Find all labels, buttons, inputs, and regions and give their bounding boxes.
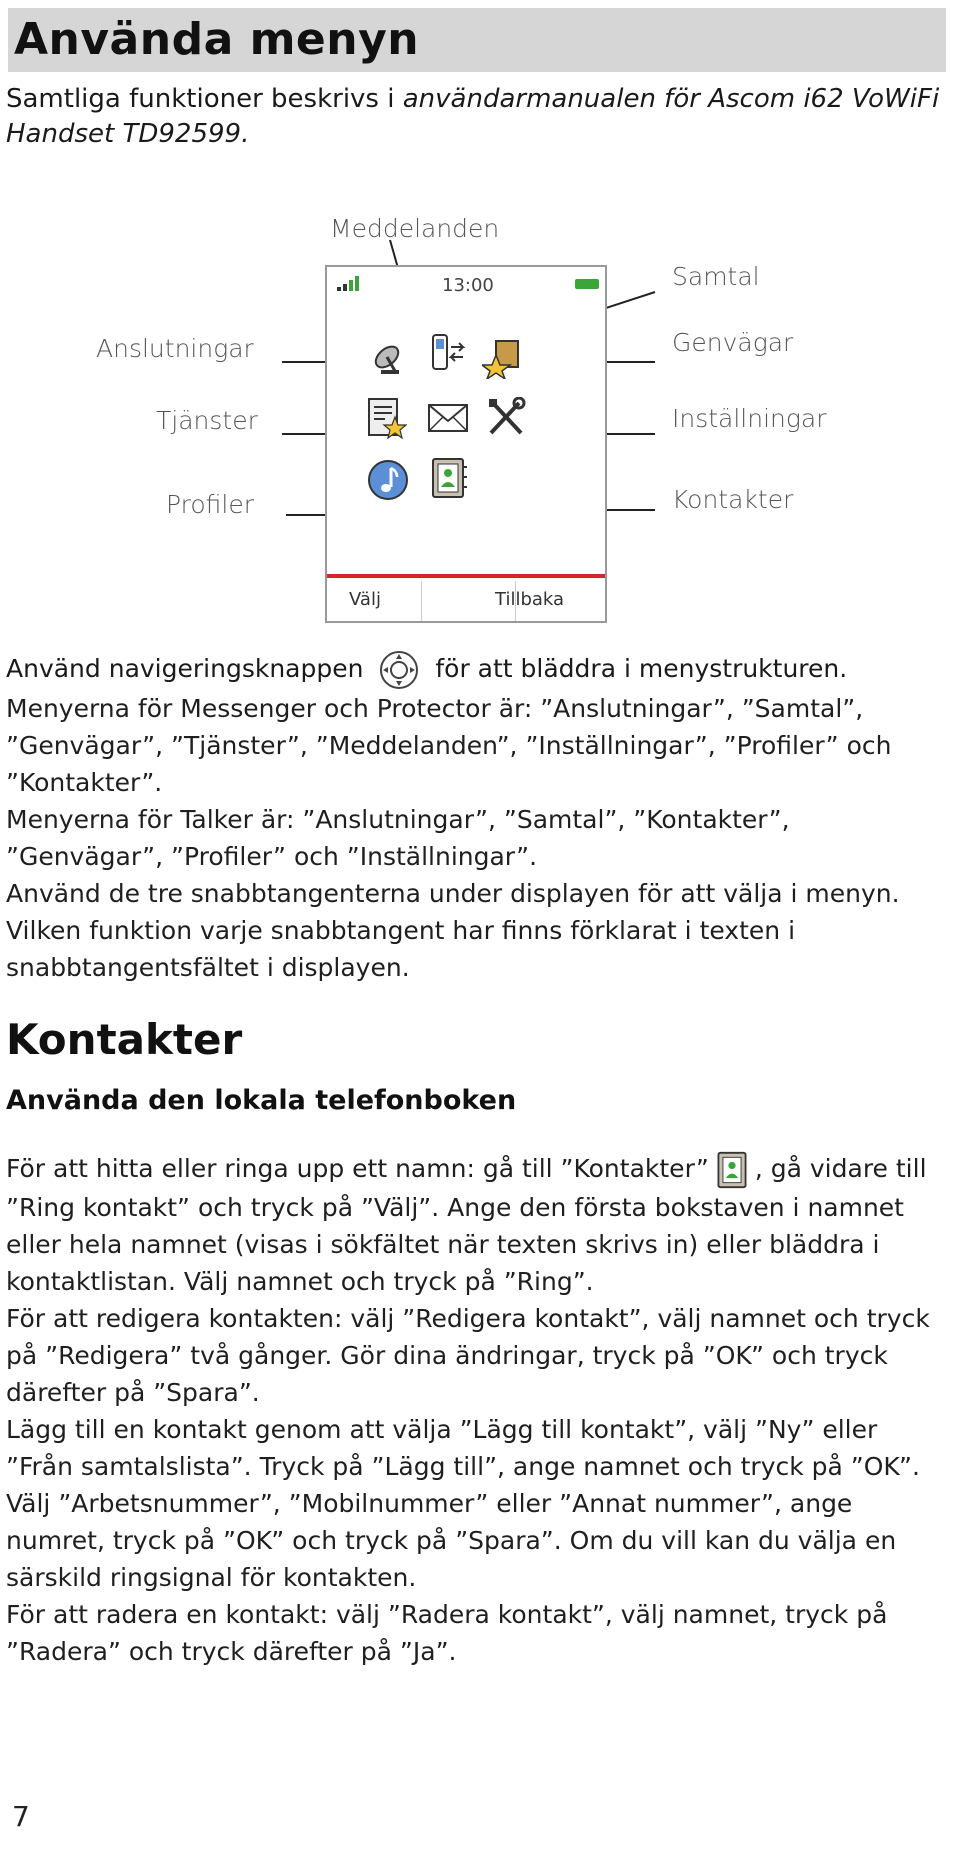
signal-icon xyxy=(337,273,367,291)
tools-icon xyxy=(485,397,527,439)
softkey-right[interactable]: Tillbaka xyxy=(495,589,565,610)
phone-screen xyxy=(325,265,607,623)
clock: 13:00 xyxy=(442,275,494,296)
satellite-dish-icon xyxy=(367,337,409,379)
paragraph-delete-contact: För att radera en kontakt: välj ”Radera kontakt”, välj namnet, tryck på ”Radera” och tryck därefter på ”Ja”. xyxy=(6,1600,888,1666)
paragraph-softkeys: Använd de tre snabbtangenterna under displayen för att välja i menyn. Vilken funktion varje snabbtangent har finns förklarat i texten i snabbtangentsfältet i displayen. xyxy=(6,879,900,982)
softkey-divider xyxy=(421,581,422,621)
paragraph-find-contact xyxy=(6,1150,952,1300)
nav-instruction xyxy=(6,650,847,690)
label-tjanster: Tjänster xyxy=(156,406,258,435)
menu-diagram xyxy=(0,210,960,630)
page-number: 7 xyxy=(12,1800,30,1833)
label-genvagar: Genvägar xyxy=(672,328,794,357)
navigation-key-icon xyxy=(379,650,419,690)
nav-text-before: Använd navigeringsknappen xyxy=(6,654,364,683)
label-anslutningar: Anslutningar xyxy=(96,334,254,363)
section-subtitle: Använda den lokala telefonboken xyxy=(6,1085,517,1116)
phone-arrows-icon xyxy=(427,333,469,375)
label-installningar: Inställningar xyxy=(672,404,827,433)
title-bar xyxy=(8,8,946,72)
find-contact-after: , gå vidare till ”Ring kontakt” och tryck på ”Välj”. Ange den första bokstaven i namnet eller hela namnet (visas i sökfältet när texten skrivs in) eller bläddra i kontaktlistan. Välj namnet och tryck på ”Ring”. xyxy=(6,1154,927,1296)
paragraph-talker: Menyerna för Talker är: ”Anslutningar”, ”Samtal”, ”Kontakter”, ”Genvägar”, ”Profiler” och ”Inställningar”. xyxy=(6,805,790,871)
softkey-bar xyxy=(327,574,605,578)
battery-icon xyxy=(575,279,599,289)
find-contact-before: För att hitta eller ringa upp ett namn: gå till ”Kontakter” xyxy=(6,1154,709,1183)
contact-book-icon xyxy=(427,457,469,499)
paragraph-edit-contact: För att redigera kontakten: välj ”Redigera kontakt”, välj namnet och tryck på ”Redigera” två gånger. Gör dina ändringar, tryck på ”OK” och tryck därefter på ”Spara”. xyxy=(6,1304,930,1407)
label-profiler: Profiler xyxy=(166,490,255,519)
label-meddelanden: Meddelanden xyxy=(330,214,500,243)
nav-text-after: för att bläddra i menystrukturen. xyxy=(435,654,848,683)
section-title: Kontakter xyxy=(6,1015,243,1064)
label-samtal: Samtal xyxy=(672,262,760,291)
list-star-icon xyxy=(365,397,407,439)
intro-plain: Samtliga funktioner beskrivs i xyxy=(6,84,403,114)
label-kontakter: Kontakter xyxy=(672,485,794,514)
intro-text xyxy=(6,82,946,152)
music-note-icon xyxy=(367,459,409,501)
shortcut-star-icon xyxy=(482,337,524,379)
contact-book-icon xyxy=(713,1151,751,1189)
softkey-left[interactable]: Välj xyxy=(349,589,381,610)
menu-description xyxy=(6,690,952,986)
page-title: Använda menyn xyxy=(14,14,420,65)
paragraph-add-contact: Lägg till en kontakt genom att välja ”Lägg till kontakt”, välj ”Ny” eller ”Från samtalslista”. Tryck på ”Lägg till”, ange namnet och tryck på ”OK”. Välj ”Arbetsnummer”, ”Mobilnummer” eller ”Annat nummer”, ange numret, tryck på ”OK” och tryck på ”Spara”. Om du vill kan du välja en särskild ringsignal för kontakten. xyxy=(6,1415,920,1592)
envelope-icon xyxy=(427,397,469,439)
intro-italic: användarmanualen för Ascom i62 VoWiFi Handset TD92599. xyxy=(6,84,940,149)
contacts-description xyxy=(6,1150,952,1670)
paragraph-messenger: Menyerna för Messenger och Protector är: ”Anslutningar”, ”Samtal”, ”Genvägar”, ”Tjänster”, ”Meddelanden”, ”Inställningar”, ”Profiler” och ”Kontakter”. xyxy=(6,694,892,797)
